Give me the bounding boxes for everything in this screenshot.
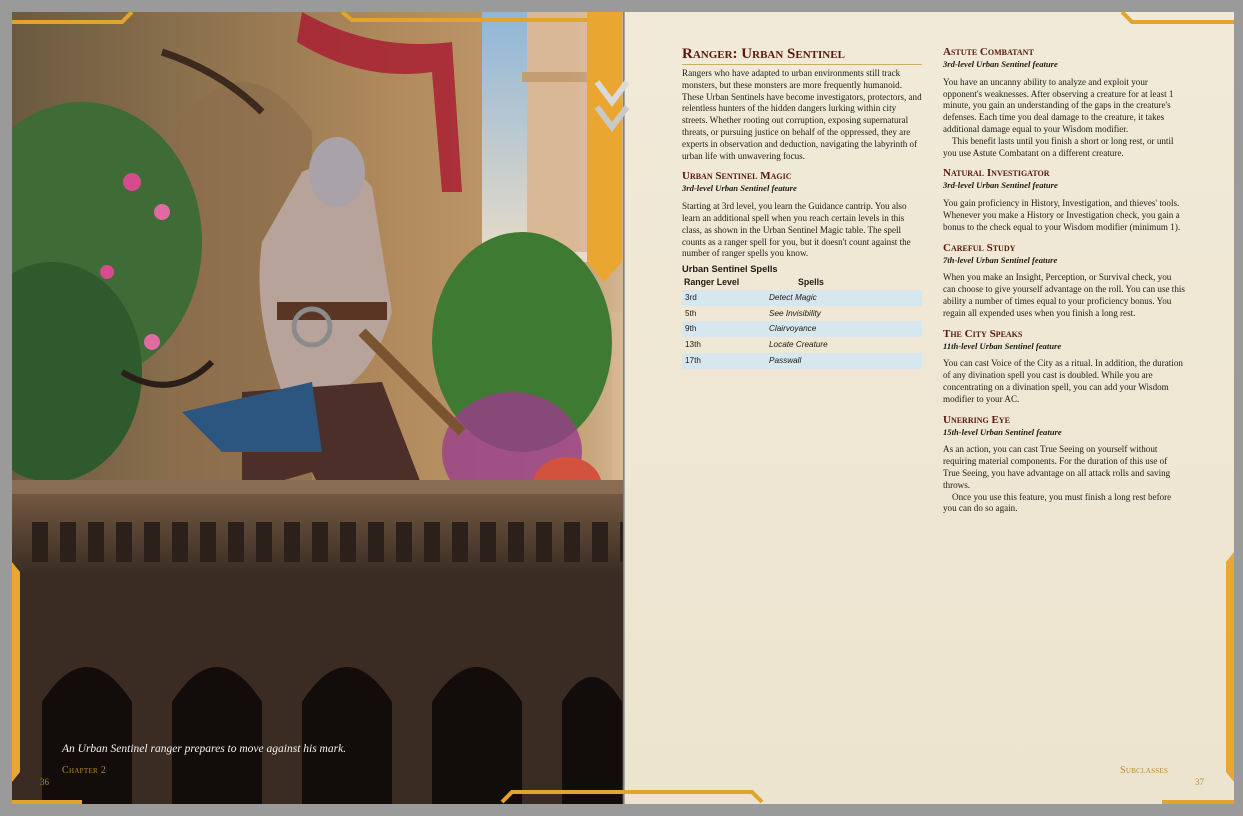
magic-paragraph: Starting at 3rd level, you learn the Guidance cantrip. You also learn an additional spell when you reach certain levels in this class, as shown in the Urban Sentinel Magic table. The spell counts as a ranger spell for you, but it doesn't count against the number of ranger spells you know. xyxy=(682,201,911,259)
city-heading: The City Speaks xyxy=(943,327,1023,340)
text-column-1 xyxy=(682,46,922,369)
table-row xyxy=(682,321,922,337)
level-cell: 9th xyxy=(682,321,766,337)
investigator-subheading: 3rd-level Urban Sentinel feature xyxy=(943,180,1058,191)
magic-subheading: 3rd-level Urban Sentinel feature xyxy=(682,183,797,194)
column-header: Spells xyxy=(798,276,824,287)
table-row xyxy=(682,353,922,369)
astute-heading: Astute Combatant xyxy=(943,46,1034,58)
table-row xyxy=(682,290,922,306)
investigator-paragraph: You gain proficiency in History, Investigation, and thieves' tools. Whenever you make a History or Investigation check, you gain a bonus to the check equal to your Wisdom modifier (minimum 1). xyxy=(943,198,1181,232)
city-subheading: 11th-level Urban Sentinel feature xyxy=(943,340,1062,351)
spell-cell: Passwall xyxy=(766,353,922,369)
right-page-number: 37 xyxy=(1195,777,1204,787)
astute-paragraph: This benefit lasts until you finish a short or long rest, or until you use Astute Combatant on a different creature. xyxy=(943,135,1174,158)
spells-table xyxy=(682,276,922,369)
eye-paragraph: Once you use this feature, you must finish a long rest before you can do so again. xyxy=(943,491,1172,514)
spell-cell: See Invisibility xyxy=(769,308,821,318)
spell-cell: Clairvoyance xyxy=(766,321,922,337)
spell-cell: Detect Magic xyxy=(766,290,922,306)
level-cell: 5th xyxy=(685,308,697,318)
chapter-footer: Chapter 2 xyxy=(62,765,107,776)
text-column-2 xyxy=(943,46,1185,515)
table-row xyxy=(682,306,922,322)
column-header: Ranger Level xyxy=(684,276,740,287)
eye-subheading: 15th-level Urban Sentinel feature xyxy=(943,426,1062,437)
investigator-heading: Natural Investigator xyxy=(943,167,1050,180)
astute-subheading: 3rd-level Urban Sentinel feature xyxy=(943,59,1058,69)
study-subheading: 7th-level Urban Sentinel feature xyxy=(943,254,1058,265)
eye-heading: Unerring Eye xyxy=(943,413,1010,426)
study-heading: Careful Study xyxy=(943,241,1016,254)
eye-paragraph: As an action, you can cast True Seeing on yourself without requiring material components. For the duration of this use of True Seeing, you have advantage on all attack rolls and saving throws. xyxy=(943,444,1171,490)
left-page-number: 36 xyxy=(40,777,49,787)
study-paragraph: When you make an Insight, Perception, or Survival check, you can choose to give yourself advantage on the roll. You can use this ability a number of times equal to your proficiency bonus. You regain all expended uses when you finish a long rest. xyxy=(943,272,1185,318)
level-cell: 17th xyxy=(682,353,766,369)
spells-table-title: Urban Sentinel Spells xyxy=(682,264,778,275)
spell-cell: Locate Creature xyxy=(769,340,828,350)
illustration-caption: An Urban Sentinel ranger prepares to move against his mark. xyxy=(62,743,347,755)
magic-heading: Urban Sentinel Magic xyxy=(682,170,792,183)
subclasses-footer: Subclasses xyxy=(1120,765,1169,776)
intro-paragraph: Rangers who have adapted to urban environments still track monsters, but these monsters are more frequently humanoid. These Urban Sentinels have become investigators, protectors, and relentless hunters of the hidden dangers lurking within city streets. Whether rooting out corruption, exposing supernatural threats, or pursuing justice on behalf of the oppressed, they are experts in observation and deduction, navigating the labyrinth of urban life with unwavering focus. xyxy=(682,68,922,161)
city-paragraph: You can cast Voice of the City as a ritual. In addition, the duration of any divination spell you cast is doubled. While you are concentrating on a divination spell, you can add your Wisdom modifier to your AC. xyxy=(943,358,1183,404)
level-cell: 3rd xyxy=(682,290,766,306)
level-cell: 13th xyxy=(685,340,701,350)
astute-paragraph: You have an uncanny ability to analyze and exploit your opponent's weaknesses. After observing a creature for at least 1 minute, you gain an understanding of the gaps in the creature's defenses. Each time you deal damage to the creature, it takes additional damage equal to your Wisdom modifier. xyxy=(943,76,1174,134)
table-row xyxy=(682,337,922,353)
book-spread xyxy=(12,12,1234,804)
table-header-row xyxy=(682,276,922,290)
subclass-title: Ranger: Urban Sentinel xyxy=(682,46,922,65)
